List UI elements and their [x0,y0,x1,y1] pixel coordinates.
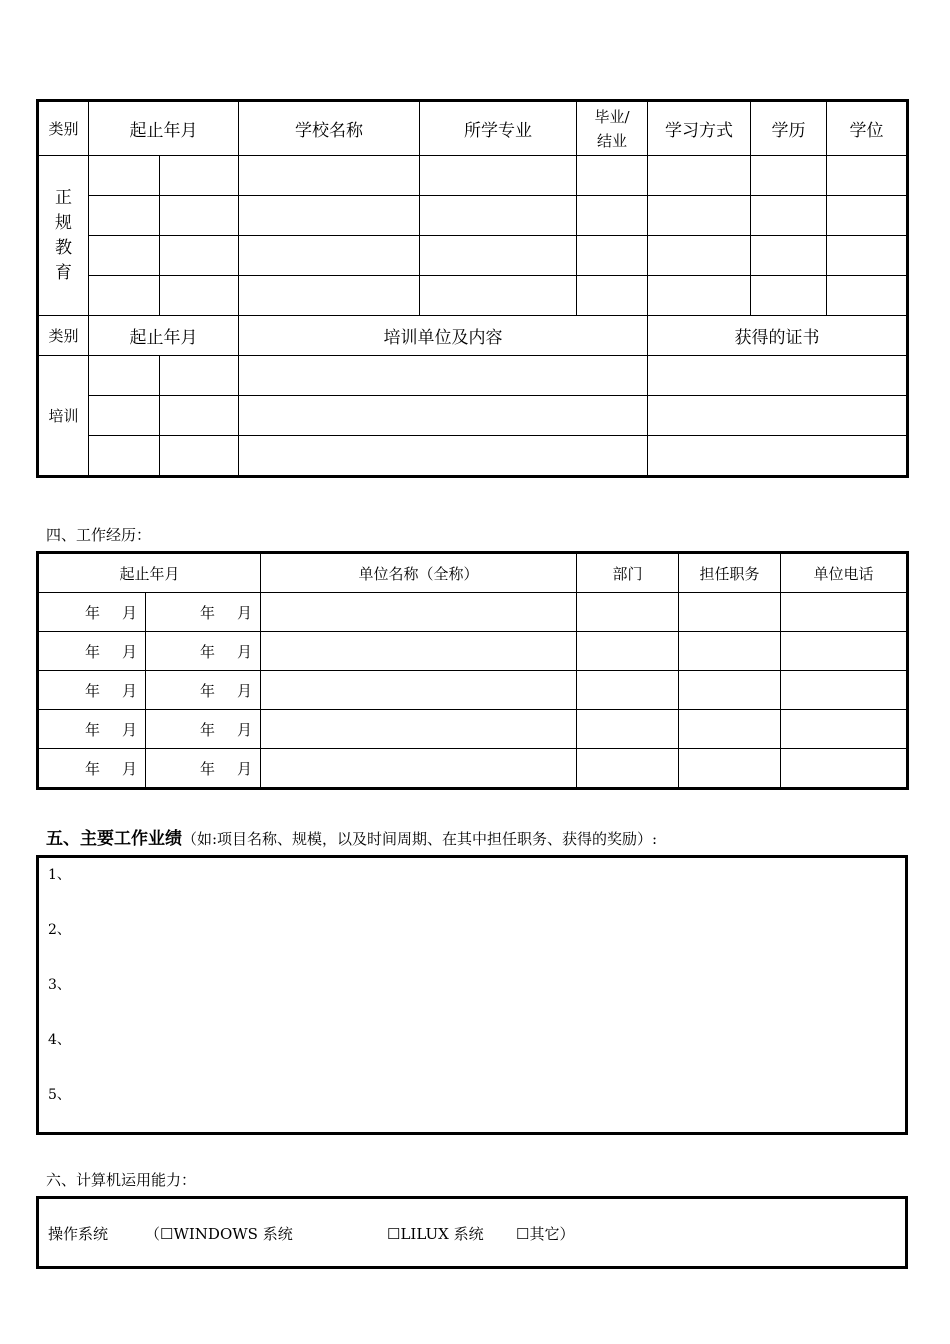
edu-cell[interactable] [239,156,420,196]
start-date-cell[interactable]: 年 月 [38,593,146,632]
graduate-header-line2: 结业 [596,131,627,150]
windows-checkbox[interactable]: （☐WINDOWS 系统 [145,1225,293,1243]
edu-cell[interactable] [239,276,420,316]
edu-cell[interactable] [648,156,751,196]
edu-cell[interactable] [89,236,160,276]
end-date-cell[interactable]: 年 月 [146,710,261,749]
position-header: 担任职务 [679,553,781,593]
work-cell[interactable] [577,749,679,789]
edu-cell[interactable] [751,196,827,236]
work-cell[interactable] [679,632,781,671]
edu-cell[interactable] [420,156,577,196]
work-cell[interactable] [679,749,781,789]
other-checkbox[interactable]: ☐其它） [516,1225,575,1243]
work-cell[interactable] [781,749,908,789]
os-skills-box [36,1196,908,1269]
achievements-title-note: （如:项目名称、规模，以及时间周期、在其中担任职务、获得的奖励）: [182,830,658,848]
work-cell[interactable] [577,632,679,671]
work-cell[interactable] [577,593,679,632]
work-history-title: 四、工作经历： [46,526,152,544]
work-cell[interactable] [261,671,577,710]
major-header: 所学专业 [420,101,577,156]
achievement-item-2: 2、 [48,922,71,938]
edu-cell[interactable] [827,156,908,196]
work-row [38,593,908,632]
end-date-cell[interactable]: 年 月 [146,749,261,789]
training-period-header: 起止年月 [89,316,239,356]
achievement-item-5: 5、 [48,1087,71,1103]
edu-cell[interactable] [89,156,160,196]
edu-cell[interactable] [827,196,908,236]
work-cell[interactable] [261,593,577,632]
training-label: 培训 [38,356,89,477]
achievement-item-4: 4、 [48,1032,71,1048]
linux-checkbox[interactable]: ☐LILUX 系统 [387,1225,484,1243]
edu-cell[interactable] [751,156,827,196]
edu-cell[interactable] [420,276,577,316]
edu-cell[interactable] [160,236,239,276]
start-date-cell[interactable]: 年 月 [38,710,146,749]
edu-cell[interactable] [648,236,751,276]
edu-cell[interactable] [239,196,420,236]
training-content-header: 培训单位及内容 [239,316,648,356]
end-date-cell[interactable]: 年 月 [146,632,261,671]
training-cell[interactable] [648,396,908,436]
work-row [38,749,908,789]
training-cell[interactable] [648,436,908,477]
achievement-item-1: 1、 [48,867,71,883]
work-cell[interactable] [577,671,679,710]
work-cell[interactable] [679,710,781,749]
category-header: 类别 [38,101,89,156]
achievement-item-3: 3、 [48,977,71,993]
training-cell[interactable] [89,396,160,436]
training-cell[interactable] [160,436,239,477]
training-cell[interactable] [648,356,908,396]
edu-cell[interactable] [420,196,577,236]
work-period-header: 起止年月 [38,553,261,593]
achievements-box[interactable] [36,855,908,1135]
edu-cell[interactable] [420,236,577,276]
formal-education-label: 正 规 教 育 [38,156,89,316]
edu-cell[interactable] [89,196,160,236]
edu-cell[interactable] [239,236,420,276]
start-date-cell[interactable]: 年 月 [38,749,146,789]
work-row [38,632,908,671]
edu-cell[interactable] [577,236,648,276]
degree-header: 学位 [827,101,908,156]
work-cell[interactable] [679,593,781,632]
end-date-cell[interactable]: 年 月 [146,593,261,632]
start-date-cell[interactable]: 年 月 [38,632,146,671]
phone-header: 单位电话 [781,553,908,593]
edu-cell[interactable] [827,236,908,276]
edu-cell[interactable] [577,156,648,196]
edu-cell[interactable] [160,276,239,316]
edu-cell[interactable] [160,156,239,196]
study-mode-header: 学习方式 [648,101,751,156]
computer-skills-title: 六、计算机运用能力： [46,1171,197,1189]
work-cell[interactable] [679,671,781,710]
edu-cell[interactable] [577,276,648,316]
education-table [36,99,909,478]
edu-cell[interactable] [648,276,751,316]
work-cell[interactable] [261,749,577,789]
work-cell[interactable] [261,710,577,749]
work-cell[interactable] [781,671,908,710]
employer-header: 单位名称（全称） [261,553,577,593]
achievements-title-bold: 五、主要工作业绩 [46,829,182,849]
edu-cell[interactable] [648,196,751,236]
training-cell[interactable] [89,356,160,396]
edu-cell[interactable] [160,196,239,236]
training-cell[interactable] [239,356,648,396]
work-cell[interactable] [577,710,679,749]
edu-cell[interactable] [827,276,908,316]
work-cell[interactable] [781,593,908,632]
school-header: 学校名称 [239,101,420,156]
edu-cell[interactable] [577,196,648,236]
edu-cell[interactable] [751,276,827,316]
training-cell[interactable] [239,436,648,477]
degree-level-header: 学历 [751,101,827,156]
achievements-title [46,824,657,849]
graduate-header [577,101,648,156]
work-cell[interactable] [261,632,577,671]
training-cell[interactable] [239,396,648,436]
work-history-table [36,551,909,790]
work-cell[interactable] [781,632,908,671]
work-cell[interactable] [781,710,908,749]
edu-cell[interactable] [89,276,160,316]
os-label: 操作系统 [48,1225,109,1243]
period-header: 起止年月 [89,101,239,156]
start-date-cell[interactable]: 年 月 [38,671,146,710]
work-row [38,710,908,749]
edu-cell[interactable] [751,236,827,276]
training-cell[interactable] [89,436,160,477]
certificate-header: 获得的证书 [648,316,908,356]
graduate-header-line1: 毕业/ [594,107,630,126]
training-cell[interactable] [160,396,239,436]
work-row [38,671,908,710]
training-cell[interactable] [160,356,239,396]
department-header: 部门 [577,553,679,593]
end-date-cell[interactable]: 年 月 [146,671,261,710]
training-category-header: 类别 [38,316,89,356]
